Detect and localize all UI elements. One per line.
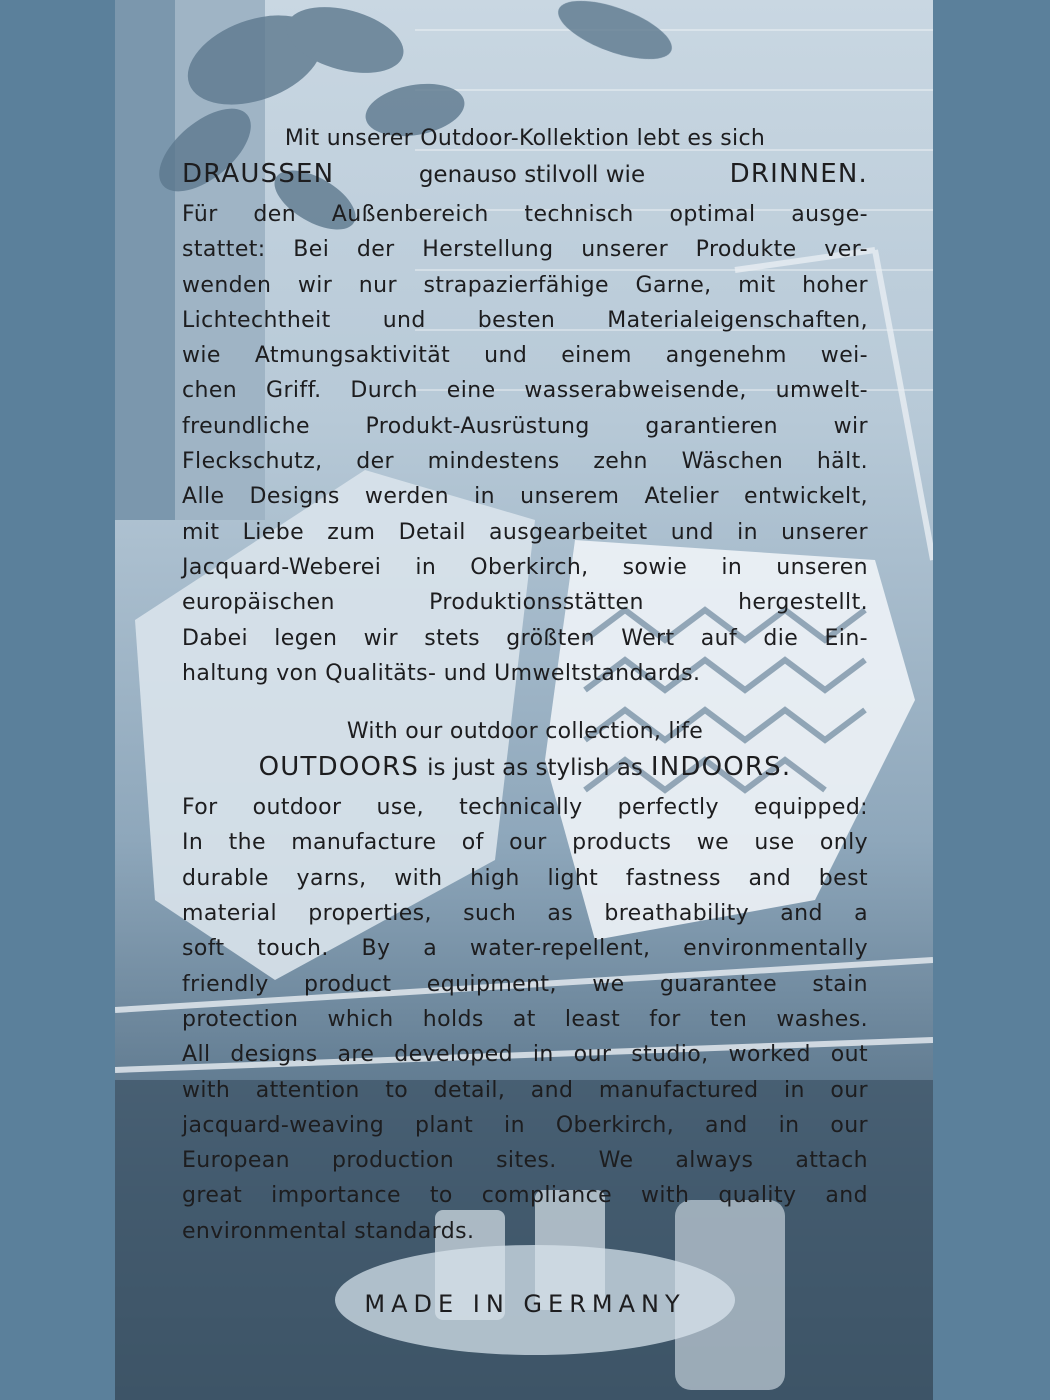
english-headline — [182, 749, 868, 786]
english-headline-word1: OUTDOORS — [258, 752, 420, 783]
german-line: chen Griff. Durch eine wasserabweisende, umwelt- — [182, 378, 868, 404]
german-line: mit Liebe zum Detail ausgearbeitet und in unserer — [182, 519, 868, 545]
german-paragraph — [182, 197, 868, 691]
english-headline-word2: INDOORS. — [650, 752, 792, 783]
german-line: Dabei legen wir stets größten Wert auf die Ein- — [182, 625, 868, 651]
english-line: material properties, such as breathability and a — [182, 901, 868, 927]
english-line: with attention to detail, and manufactured in our — [182, 1077, 868, 1103]
english-line: For outdoor use, technically perfectly equipped: — [182, 795, 868, 821]
german-line: wie Atmungsaktivität und einem angenehm wei- — [182, 343, 868, 369]
german-headline-word1: DRAUSSEN — [182, 159, 335, 189]
german-line: Lichtechtheit und besten Materialeigenschaften, — [182, 307, 868, 333]
english-line: soft touch. By a water-repellent, environmentally — [182, 936, 868, 962]
german-headline — [182, 156, 868, 193]
german-line: freundliche Produkt-Ausrüstung garantieren wir — [182, 413, 868, 439]
made-in-germany-label: MADE IN GERMANY — [364, 1290, 686, 1318]
german-intro: Mit unserer Outdoor-Kollektion lebt es sich — [284, 126, 766, 151]
german-line: Alle Designs werden in unserem Atelier entwickelt, — [182, 484, 868, 510]
english-line: All designs are developed in our studio, worked out — [182, 1042, 868, 1068]
german-line: Fleckschutz, der mindestens zehn Wäschen hält. — [182, 449, 868, 475]
english-line: protection which holds at least for ten washes. — [182, 1006, 868, 1032]
text-column — [182, 122, 868, 1249]
german-line: wenden wir nur strapazierfähige Garne, mit hoher — [182, 272, 868, 298]
english-line: great importance to compliance with quality and — [182, 1183, 868, 1209]
english-line: In the manufacture of our products we use only — [182, 830, 868, 856]
english-headline-middle: is just as stylish as — [427, 755, 643, 782]
english-line: environmental standards. — [182, 1218, 475, 1244]
english-line: durable yarns, with high light fastness and best — [182, 865, 868, 891]
english-line: jacquard-weaving plant in Oberkirch, and in our — [182, 1112, 868, 1138]
english-line: friendly product equipment, we guarantee stain — [182, 971, 868, 997]
german-line: Für den Außenbereich technisch optimal ausge- — [182, 202, 868, 227]
german-line: stattet: Bei der Herstellung unserer Produkte ver- — [182, 237, 868, 263]
german-headline-middle: genauso stilvoll wie — [418, 162, 646, 188]
english-intro: With our outdoor collection, life — [346, 719, 704, 745]
german-line: haltung von Qualitäts- und Umweltstandards. — [182, 660, 701, 686]
english-paragraph — [182, 790, 868, 1249]
english-line: European production sites. We always attach — [182, 1148, 868, 1174]
german-line: europäischen Produktionsstätten hergestellt. — [182, 590, 868, 616]
german-line: Jacquard-Weberei in Oberkirch, sowie in unseren — [182, 554, 868, 580]
german-headline-word2: DRINNEN. — [729, 159, 868, 189]
